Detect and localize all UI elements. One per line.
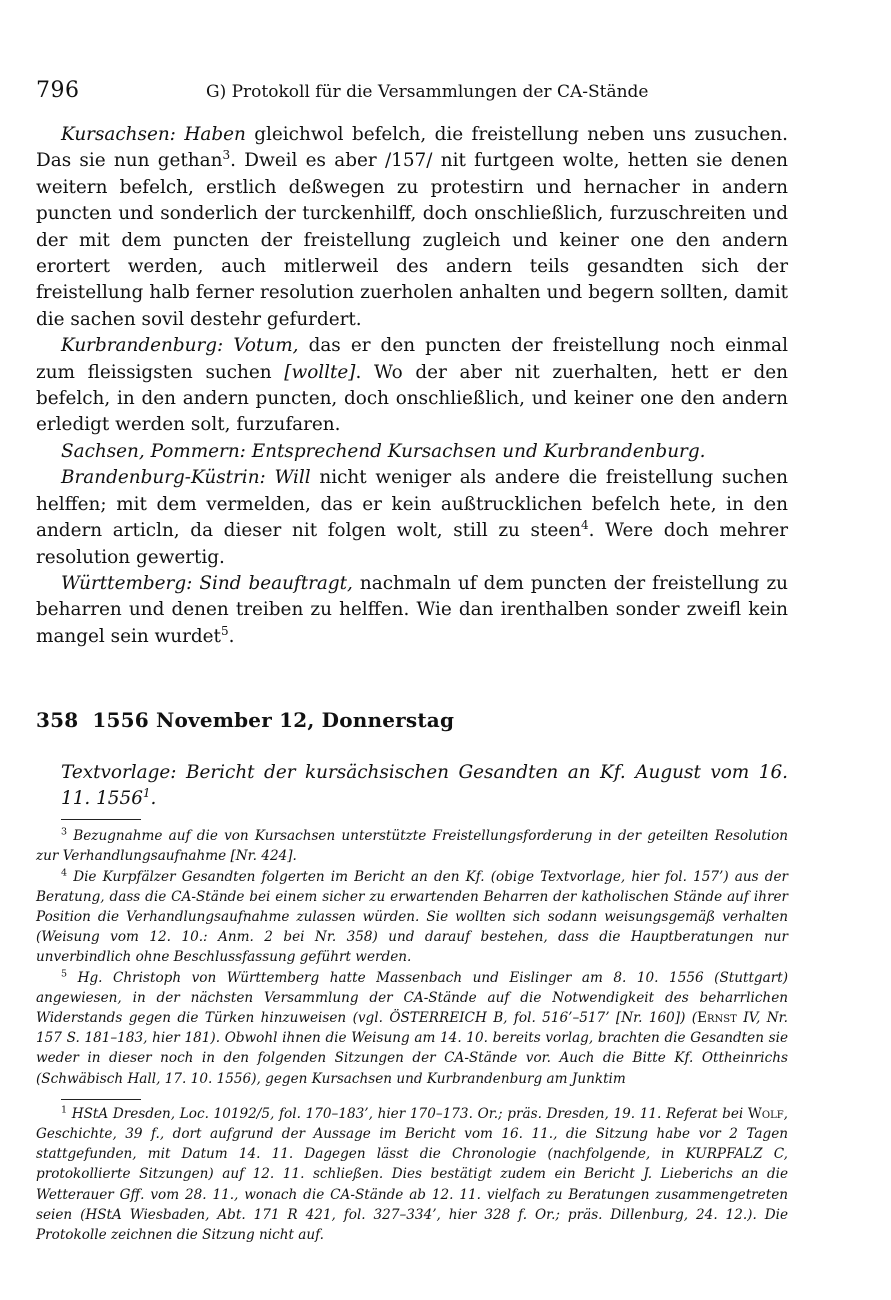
footnotes-numbered xyxy=(36,826,788,1089)
paragraph-text: nicht weniger als andere die freistellung suchen helffen; mit dem vermelden, das er kein außtrucklichen befelch hete, in den andern articln, da dieser nit folgen wolt, still zu steen xyxy=(36,467,788,542)
paragraph-text: . xyxy=(228,625,235,647)
paragraph-text: . Dweil es aber /157/ nit furtgeen wolte, hetten sie denen weitern befelch, erstlich deßwegen zu protestirn und hernacher in andern puncten und sonderlich der turckenhilff, doch onschließlich, furzuschreiten und der mit dem puncten der freistellung zugleich und keiner one den andern erortert werden, auch mitlerweil des andern teils gesandten sich der freistellung halb ferner resolution zuerholen anhalten und begern sollten, damit die sachen sovil destehr gefurdert. xyxy=(36,150,788,330)
source-text: Textvorlage: Bericht der kursächsischen Gesandten an Kf. August vom 16. 11. 1556 xyxy=(61,762,788,810)
italic-lead: Haben xyxy=(184,124,246,145)
footnote-text: , Geschichte, 39 f., dort aufgrund der Aussage im Bericht vom 16. 11., die Sitzung habe vor 2 Tagen stattgefunden, mit Datum 14. 11. Dagegen lässt die Chronologie (nachfolgende, in KURPFALZ C, protokollierte Sitzungen) auf 12. 11. schließen. Dies bestätigt zudem ein Bericht J. Lieberichs an die Wetterauer Gff. vom 28. 11., wonach die CA-Stände ab 12. 11. vielfach zu Beratungen zusammengetreten seien (HStA Wiesbaden, Abt. 171 R 421, fol. 327–334’, hier 328 f. Or.; präs. Dillenburg, 24. 12.). Die Protokolle zeichnen die Sitzung nicht auf. xyxy=(36,1105,788,1243)
speaker: Württemberg: xyxy=(61,572,193,594)
footnote-number: 3 xyxy=(61,826,68,838)
document-page xyxy=(36,70,788,1245)
paragraph-text: . Were doch mehrer resolution gewertig. xyxy=(36,520,788,568)
italic-lead: Votum, xyxy=(233,335,299,357)
footnotes-source xyxy=(36,1104,788,1245)
footnote-ref[interactable]: 1 xyxy=(142,786,151,800)
paragraph-text: gleichwol befelch, die freistellung neben uns zusuchen. Das sie nun gethan xyxy=(36,124,789,172)
paragraph-text: nachmaln uf dem puncten der freistellung zu beharren und denen treiben zu helffen. Wie dan irenthalben sonder zweifl kein mangel sein wurdet xyxy=(36,572,788,647)
footnote-text: Die Kurpfälzer Gesandten folgerten im Bericht an den Kf. (obige Textvorlage, hier fol. 157’) aus der Beratung, dass die CA-Stände bei einem sicher zu erwartenden Beharren der katholischen Stände auf ihrer Position die Verhandlungsaufnahme zulassen würden. Sie wollten sich sodann weisungsgemäß verhalten (Weisung vom 12. 10.: Anm. 2 bei Nr. 358) und darauf bestehen, dass die Hauptberatungen nur unverbindlich ohne Beschlussfassung geführt werden. xyxy=(36,868,789,966)
paragraph-text: das er den puncten der freistellung noch einmal zum fleissigsten suchen xyxy=(36,335,788,383)
document-heading xyxy=(36,708,788,732)
footnote-3 xyxy=(36,826,788,866)
footnote-text: Bezugnahme auf die von Kursachsen unterstützte Freistellungsforderung in der geteilten Resolution zur Verhandlungsaufnahme [Nr. 424]. xyxy=(36,828,789,865)
author-name: Wolf xyxy=(747,1105,784,1122)
footnote-text: Hg. Christoph von Württemberg hatte Massenbach und Eislinger am 8. 10. 1556 (Stuttgart) angewiesen, in der nächsten Versammlung der CA-Stände auf die Notwendigkeit des beharrlichen Widerstands gegen die Türken hinzuweisen (vgl. ÖSTERREICH B, fol. 516’–517’ [Nr. 160]) ( xyxy=(36,969,788,1026)
footnote-divider xyxy=(61,1099,141,1100)
paragraph-wuerttemberg xyxy=(36,571,788,650)
source-note xyxy=(61,760,788,812)
speaker: Kursachsen: xyxy=(61,124,176,145)
footnote-number: 1 xyxy=(61,1104,68,1116)
protocol-text xyxy=(36,122,788,650)
footnote-number: 4 xyxy=(61,867,68,878)
document-number: 358 xyxy=(36,708,79,733)
paragraph-kursachsen xyxy=(36,122,788,333)
document-date: 1556 November 12, Donnerstag xyxy=(92,708,455,733)
footnote-ref[interactable]: 4 xyxy=(580,517,589,532)
footnote-ref[interactable]: 3 xyxy=(222,148,231,163)
footnote-1 xyxy=(36,1104,788,1245)
footnote-text: HStA Dresden, Loc. 10192/5, fol. 170–183’, hier 170–173. Or.; präs. Dresden, 19. 11. Referat bei xyxy=(71,1105,748,1122)
source-end: . xyxy=(150,788,157,810)
footnote-text: IV, Nr. 157 S. 181–183, hier 181). Obwohl ihnen die Weisung am 14. 10. bereits vorlag, brachten die Gesandten sie weder in dieser noch in den folgenden Sitzungen der CA-Stände vor. Auch die Bitte Kf. Ottheinrichs (Schwäbisch Hall, 17. 10. 1556), gegen Kursachsen und Kurbrandenburg am Junktim xyxy=(36,1009,788,1087)
italic-lead: Entsprechend Kursachsen und Kurbrandenburg. xyxy=(251,440,706,462)
paragraph-brandenburg-kuestrin xyxy=(36,465,788,571)
page-number: 796 xyxy=(36,78,80,103)
paragraph-sachsen-pommern xyxy=(36,439,788,465)
running-head xyxy=(36,70,788,110)
italic-lead: Sind beauftragt, xyxy=(199,572,353,594)
footnote-ref[interactable]: 5 xyxy=(220,623,229,638)
speaker: Brandenburg-Küstrin: xyxy=(61,467,266,489)
paragraph-kurbrandenburg xyxy=(36,333,788,439)
italic-lead: Will xyxy=(274,467,311,489)
running-title: G) Protokoll für die Versammlungen der CA-Stände xyxy=(206,82,649,102)
footnote-4 xyxy=(36,867,788,968)
footnote-5 xyxy=(36,968,788,1089)
editorial-insertion: [wollte] xyxy=(284,361,356,383)
footnote-number: 5 xyxy=(61,968,68,980)
author-name: Ernst xyxy=(697,1009,737,1026)
speaker: Sachsen, Pommern: xyxy=(61,440,246,462)
speaker: Kurbrandenburg: xyxy=(61,335,224,357)
footnote-divider xyxy=(61,819,141,820)
paragraph-text: . Wo der aber nit zuerhalten, hett er den befelch, in den andern puncten, doch onschließlich, und keiner one den andern erledigt werden solt, furzufaren. xyxy=(36,361,788,436)
